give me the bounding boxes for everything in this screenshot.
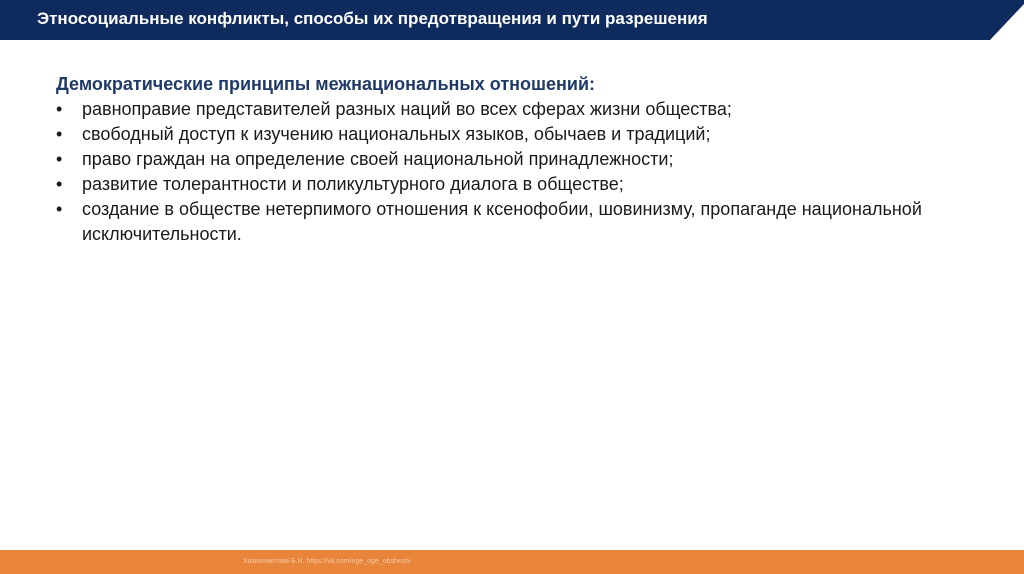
- list-item-text: создание в обществе нетерпимого отношения к ксенофобии, шовинизму, пропаганде национальной исключительности.: [82, 199, 922, 244]
- list-item: [56, 172, 956, 197]
- list-item-text: развитие толерантности и поликультурного диалога в обществе;: [82, 174, 624, 194]
- principles-list: [56, 97, 956, 247]
- bullet-icon: •: [56, 174, 63, 194]
- main-content: [56, 72, 956, 247]
- list-item: [56, 122, 956, 147]
- bullet-icon: •: [56, 149, 63, 169]
- header-bar: [0, 0, 1024, 40]
- page-title: Этносоциальные конфликты, способы их предотвращения и пути разрешения: [37, 9, 708, 28]
- list-item-text: свободный доступ к изучению национальных языков, обычаев и традиций;: [82, 124, 711, 144]
- bullet-icon: •: [56, 99, 63, 119]
- list-item-text: право граждан на определение своей национальной принадлежности;: [82, 149, 674, 169]
- bullet-icon: •: [56, 199, 63, 219]
- section-heading: Демократические принципы межнациональных отношений:: [56, 74, 596, 94]
- footer-bar: [0, 550, 1024, 574]
- list-item: [56, 147, 956, 172]
- list-item: [56, 197, 956, 247]
- list-item-text: равноправие представителей разных наций во всех сферах жизни общества;: [82, 99, 732, 119]
- list-item: [56, 97, 956, 122]
- footer-credit: Хазиахметова Б.И. https://vk.com/ege_oge_obshestv: [243, 558, 411, 565]
- bullet-icon: •: [56, 124, 63, 144]
